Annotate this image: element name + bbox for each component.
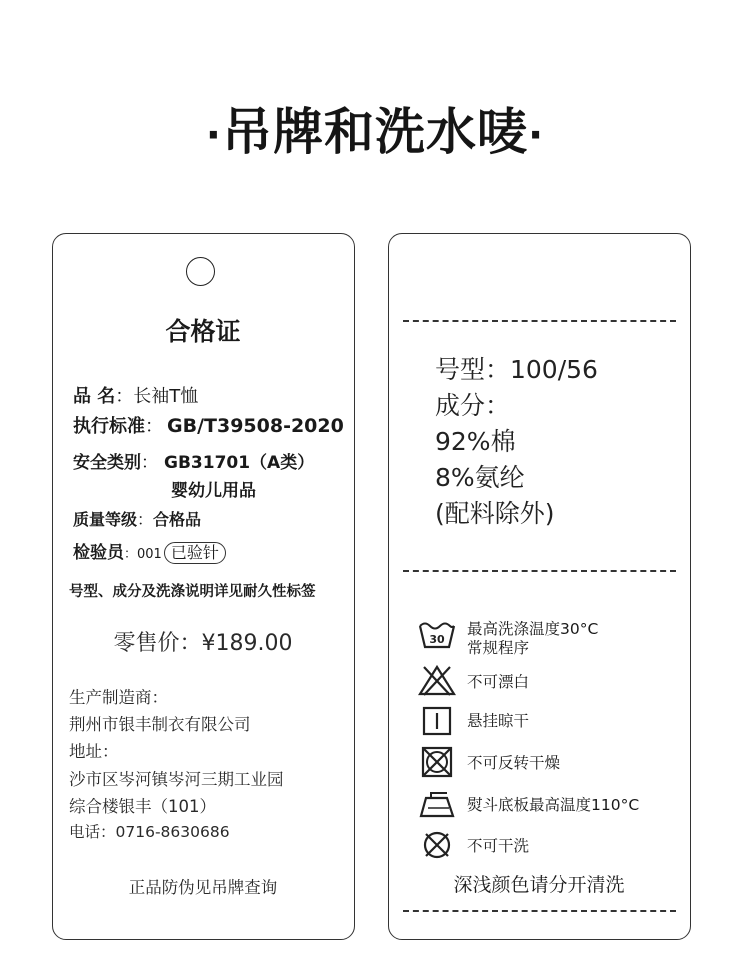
product-name-value: 长袖T恤 [133, 386, 199, 407]
line-dry-icon [417, 705, 457, 737]
address-line2: 综合楼银丰（101） [69, 797, 216, 816]
durable-label-note: 号型、成分及洗涤说明详见耐久性标签 [69, 584, 316, 600]
iron-icon [417, 788, 457, 820]
page-title [0, 92, 750, 164]
address-line1: 沙市区岑河镇岑河三期工业园 [69, 770, 284, 789]
grade-label: 质量等级 [73, 510, 138, 529]
hang-tag-card [52, 233, 355, 940]
inspector-label: 检验员 [73, 543, 124, 563]
dashed-divider-bottom [403, 910, 676, 912]
safety-sep: ： [141, 453, 158, 473]
composition-label: 成分： [435, 391, 511, 420]
inspector-value: 001 [137, 547, 162, 562]
safety-value-line2: 婴幼儿用品 [171, 481, 256, 501]
product-name-label: 品 名 [73, 386, 116, 407]
anti-counterfeit-note: 正品防伪见吊牌查询 [128, 878, 278, 897]
dashed-divider-top [403, 320, 676, 322]
maker-value: 荆州市银丰制衣有限公司 [69, 715, 251, 734]
wash-30-icon [417, 618, 457, 650]
certificate-title: 合格证 [165, 317, 241, 346]
maker-label: 生产制造商： [69, 688, 168, 707]
wash-temp-text: 30 [429, 633, 445, 646]
care-wash-line2: 常规程序 [467, 639, 530, 657]
no-tumble-dry-icon [417, 746, 457, 778]
care-iron-text: 熨斗底板最高温度110°C [467, 796, 640, 814]
hang-tag-hole [186, 257, 215, 286]
grade-row [73, 507, 201, 530]
composition-cotton: 92%棉 [435, 427, 516, 456]
no-bleach-icon [417, 664, 457, 696]
grade-value: 合格品 [153, 510, 202, 529]
product-name-sep: ： [115, 386, 134, 407]
care-tumble-text: 不可反转干燥 [467, 754, 561, 772]
size-spec: 号型：100/56 [435, 355, 598, 384]
price-value: ¥189.00 [201, 631, 293, 656]
inspector-row [73, 538, 226, 564]
safety-row [73, 448, 314, 473]
address-label: 地址： [69, 742, 119, 761]
product-name-row [73, 382, 198, 408]
title-dot-right: · [528, 112, 545, 159]
standard-value: GB/T39508-2020 [167, 415, 344, 437]
wash-label-card [388, 233, 691, 940]
no-dry-clean-icon [417, 829, 457, 861]
color-separate-note: 深浅颜色请分开清洗 [453, 874, 625, 896]
retail-price [53, 626, 353, 657]
safety-value: GB31701（A类） [164, 453, 315, 473]
grade-sep: ： [137, 510, 154, 529]
title-dot-left: · [205, 112, 222, 159]
care-wash-line1: 最高洗涤温度30°C [467, 620, 599, 638]
care-dry-text: 悬挂晾干 [467, 712, 530, 730]
composition-note: (配料除外) [435, 499, 555, 528]
composition-spandex: 8%氨纶 [435, 463, 525, 492]
standard-row [73, 412, 344, 438]
inspection-stamp: 已验针 [164, 542, 226, 564]
phone: 电话：0716-8630686 [69, 823, 230, 841]
page-title-text: 吊牌和洗水唛 [222, 103, 528, 161]
standard-sep: ： [145, 416, 163, 437]
dashed-divider-middle [403, 570, 676, 572]
inspector-sep: ： [124, 547, 138, 562]
standard-label: 执行标准 [73, 416, 145, 437]
safety-label: 安全类别 [73, 453, 141, 473]
care-bleach-text: 不可漂白 [467, 673, 530, 691]
care-dry-clean-text: 不可干洗 [467, 837, 530, 855]
price-label: 零售价： [113, 631, 202, 656]
